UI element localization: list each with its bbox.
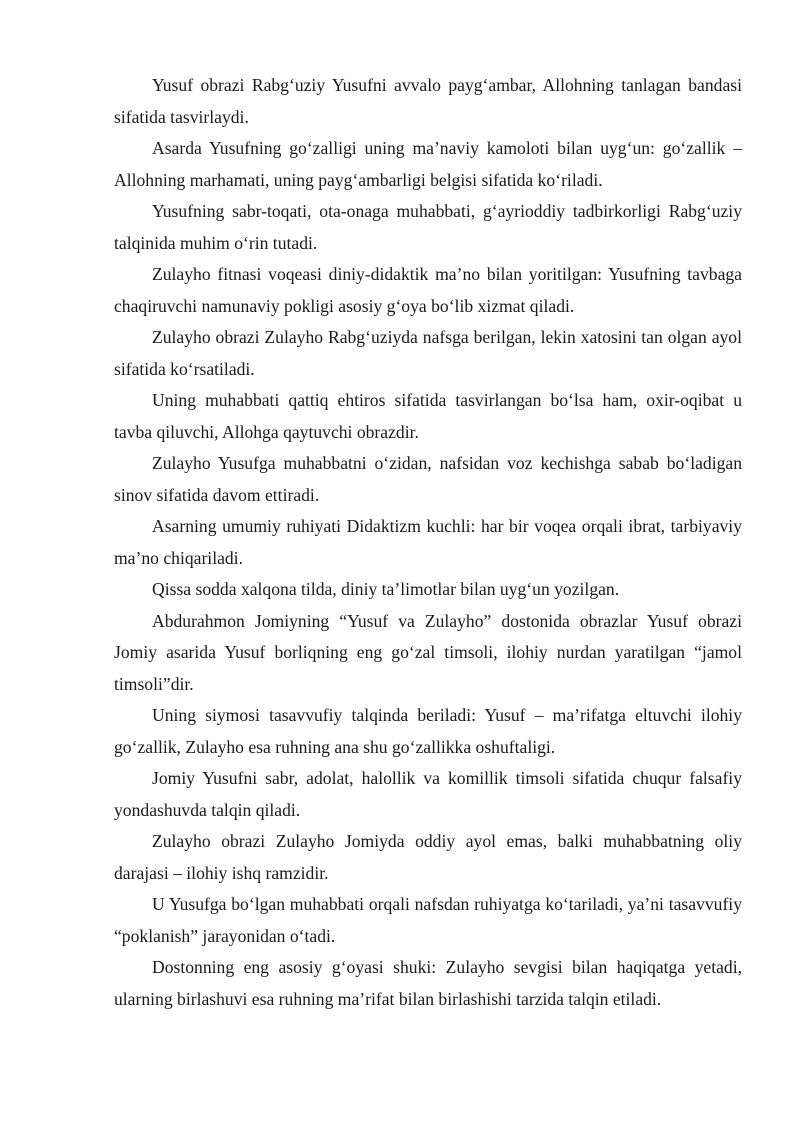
document-page: [114, 70, 742, 1015]
paragraph: Asarda Yusufning go‘zalligi uning ma’naviy kamoloti bilan uyg‘un: go‘zallik – Allohning marhamati, uning payg‘ambarligi belgisi sifatida ko‘riladi.: [114, 138, 742, 190]
paragraph: Qissa sodda xalqona tilda, diniy ta’limotlar bilan uyg‘un yozilgan.: [152, 579, 620, 599]
paragraph: Abdurahmon Jomiyning “Yusuf va Zulayho” dostonida obrazlar Yusuf obrazi Jomiy asarida Yusuf borliqning eng go‘zal timsoli, ilohiy nurdan yaratilgan “jamol timsoli”dir.: [114, 610, 742, 694]
paragraph: Zulayho Yusufga muhabbatni o‘zidan, nafsidan voz kechishga sabab bo‘ladigan sinov sifatida davom ettiradi.: [114, 453, 742, 505]
paragraph: Yusuf obrazi Rabg‘uziy Yusufni avvalo payg‘ambar, Allohning tanlagan bandasi sifatida tasvirlaydi.: [114, 75, 742, 127]
paragraph: Zulayho obrazi Zulayho Jomiyda oddiy ayol emas, balki muhabbatning oliy darajasi – ilohiy ishq ramzidir.: [114, 831, 742, 883]
paragraph: Asarning umumiy ruhiyati Didaktizm kuchli: har bir voqea orqali ibrat, tarbiyaviy ma’no chiqariladi.: [114, 516, 742, 568]
paragraph: Uning siymosi tasavvufiy talqinda beriladi: Yusuf – ma’rifatga eltuvchi ilohiy go‘zallik, Zulayho esa ruhning ana shu go‘zallikka oshuftaligi.: [114, 705, 742, 757]
paragraph: Zulayho obrazi Zulayho Rabg‘uziyda nafsga berilgan, lekin xatosini tan olgan ayol sifatida ko‘rsatiladi.: [114, 327, 742, 379]
paragraph: U Yusufga bo‘lgan muhabbati orqali nafsdan ruhiyatga ko‘tariladi, ya’ni tasavvufiy “poklanish” jarayonidan o‘tadi.: [114, 894, 742, 946]
paragraph: Dostonning eng asosiy g‘oyasi shuki: Zulayho sevgisi bilan haqiqatga yetadi, ularning birlashuvi esa ruhning ma’rifat bilan birlashishi tarzida talqin etiladi.: [114, 957, 742, 1009]
paragraph: Jomiy Yusufni sabr, adolat, halollik va komillik timsoli sifatida chuqur falsafiy yondashuvda talqin qiladi.: [114, 768, 742, 820]
paragraph: Zulayho fitnasi voqeasi diniy-didaktik ma’no bilan yoritilgan: Yusufning tavbaga chaqiruvchi namunaviy pokligi asosiy g‘oya bo‘lib xizmat qiladi.: [114, 264, 742, 316]
paragraph: Uning muhabbati qattiq ehtiros sifatida tasvirlangan bo‘lsa ham, oxir-oqibat u tavba qiluvchi, Allohga qaytuvchi obrazdir.: [114, 390, 742, 442]
paragraph: Yusufning sabr-toqati, ota-onaga muhabbati, g‘ayrioddiy tadbirkorligi Rabg‘uziy talqinida muhim o‘rin tutadi.: [114, 201, 742, 253]
